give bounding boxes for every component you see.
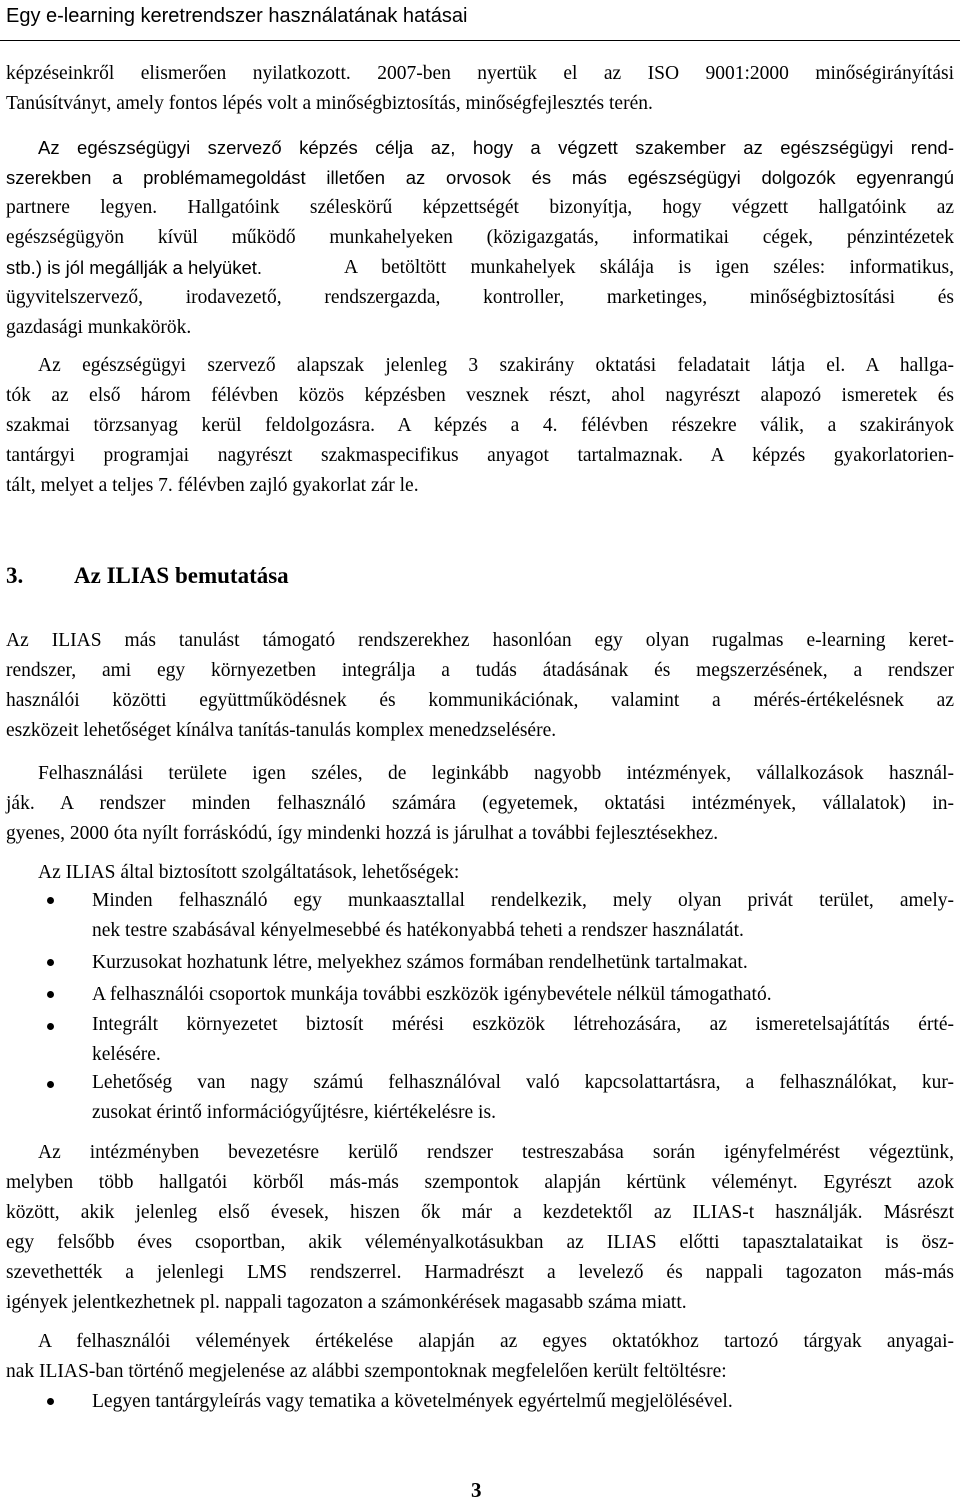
- bullet-icon: [47, 1398, 54, 1405]
- paragraph-line: ügyvitelszervező, irodavezető, rendszergazda, kontroller, marketinges, minőségbiztosítási és: [6, 287, 954, 308]
- paragraph-line: Tanúsítványt, amely fontos lépés volt a minőségbiztosítás, minőségfejlesztés terén.: [6, 93, 653, 114]
- paragraph-line: gyenes, 2000 óta nyílt forráskódú, így mindenki hozzá is járulhat a további fejlesztésekhez.: [6, 823, 719, 844]
- paragraph-line: képzéseinkről elismerően nyilatkozott. 2007-ben nyertük el az ISO 9001:2000 minőségirányítási: [6, 63, 954, 84]
- paragraph-line: között, akik jelenleg első évesek, hiszen ők már a kezdetektől az ILIAS-t használják. Másrészt: [6, 1202, 954, 1223]
- paragraph-line: tantárgyi programjai nagyrészt szakmaspecifikus anyagot tartalmaznak. A képzés gyakorlatorien-: [6, 445, 954, 466]
- paragraph-line: nak ILIAS-ban történő megjelenése az alábbi szempontoknak megfelelően került feltöltésre:: [6, 1361, 727, 1382]
- paragraph-line: ják. A rendszer minden felhasználó számára (egyetemek, oktatási intézmények, vállalatok) in-: [6, 793, 954, 814]
- bullet-icon: [47, 959, 54, 966]
- list-item-line: kelésére.: [92, 1044, 161, 1065]
- paragraph-line: partnere legyen. Hallgatóink széleskörű képzettségét bizonyítja, hogy végzett hallgatóink az: [6, 197, 954, 218]
- paragraph-line: Az egészségügyi szervező alapszak jelenleg 3 szakirány oktatási feladatait látja el. A hallga-: [38, 355, 954, 376]
- paragraph-line: melyben több hallgatói körből más-más szempontok alapján kértünk véleményt. Egyrészt azok: [6, 1172, 954, 1193]
- paragraph-line: Az intézményben bevezetésre kerülő rendszer testreszabása során igényfelmérést végeztünk,: [38, 1142, 954, 1163]
- paragraph-line: használói közötti együttműködésnek és kommunikációnak, valamint a mérés-értékelésnek az: [6, 690, 954, 711]
- bullet-icon: [47, 897, 54, 904]
- list-item: Kurzusokat hozhatunk létre, melyekhez számos formában rendelhetünk tartalmakat.: [92, 952, 748, 973]
- header-title: Egy e-learning keretrendszer használatának hatásai: [6, 5, 468, 27]
- list-item-line: Minden felhasználó egy munkaasztallal rendelkezik, mely olyan privát terület, amely-: [92, 890, 954, 911]
- section-title: Az ILIAS bemutatása: [74, 563, 289, 588]
- paragraph-line: szerekben a problémamegoldást illetően az orvosok és más egészségügyi dolgozók egyenrangú: [6, 167, 954, 188]
- paragraph-line: tók az első három félévben közös képzésben vesznek részt, ahol nagyrészt alapozó ismeretek és: [6, 385, 954, 406]
- list-item: Legyen tantárgyleírás vagy tematika a követelmények egyértelmű megjelölésével.: [92, 1391, 733, 1412]
- bullet-icon: [47, 991, 54, 998]
- list-item-line: zusokat érintő információgyűjtésre, kiértékelésre is.: [92, 1102, 496, 1123]
- paragraph-line: tált, melyet a teljes 7. félévben zajló gyakorlat zár le.: [6, 475, 419, 496]
- page-number: 3: [471, 1478, 482, 1502]
- paragraph-line: egy felsőbb éves csoportban, akik véleményalkotásukban az ILIAS előtti tapasztalataikat is ösz-: [6, 1232, 954, 1253]
- list-item: A felhasználói csoportok munkája további eszközök igénybevétele nélkül támogatható.: [92, 984, 772, 1005]
- paragraph-line: Az egészségügyi szervező képzés célja az, hogy a végzett szakember az egészségügyi rend-: [38, 137, 954, 158]
- paragraph-line: szakmai törzsanyag kerül feldolgozásra. A képzés a 4. félévben részekre válik, a szakirányok: [6, 415, 954, 436]
- page-header: [0, 0, 960, 41]
- paragraph-line: Felhasználási területe igen széles, de leginkább nagyobb intézmények, vállalkozások használ-: [38, 763, 954, 784]
- paragraph-line: A felhasználói vélemények értékelése alapján az egyes oktatókhoz tartozó tárgyak anyagai-: [38, 1331, 954, 1352]
- paragraph-line: egészségügyön kívül működő munkahelyeken (közigazgatás, informatikai cégek, pénzintézetek: [6, 227, 954, 248]
- paragraph-line: A betöltött munkahelyek skálája is igen széles: informatikus,: [344, 257, 954, 278]
- paragraph-line: szevethették a jelenlegi LMS rendszerrel. Harmadrészt a levelező és nappali tagozaton más-más: [6, 1262, 954, 1283]
- list-item-line: Lehetőség van nagy számú felhasználóval való kapcsolattartásra, a felhasználókat, kur-: [92, 1072, 954, 1093]
- bullet-icon: [47, 1023, 54, 1030]
- paragraph-line: gazdasági munkakörök.: [6, 317, 192, 338]
- paragraph-line: igények jelentkezhetnek pl. nappali tagozaton a számonkérések magasabb száma miatt.: [6, 1292, 687, 1313]
- paragraph-line: Az ILIAS által biztosított szolgáltatások, lehetőségek:: [38, 862, 460, 883]
- bullet-icon: [47, 1081, 54, 1088]
- section-number: 3.: [6, 563, 24, 588]
- paragraph-line: eszközeit lehetőséget kínálva tanítás-tanulás komplex menedzselésére.: [6, 720, 557, 741]
- list-item-line: Integrált környezetet biztosít mérési eszközök létrehozására, az ismeretelsajátítás érté-: [92, 1014, 954, 1035]
- paragraph-line: stb.) is jól megállják a helyüket.: [6, 257, 263, 278]
- list-item-line: nek testre szabásával kényelmesebbé és hatékonyabbá teheti a rendszer használatát.: [92, 920, 744, 941]
- paragraph-line: Az ILIAS más tanulást támogató rendszerekhez hasonlóan egy olyan rugalmas e-learning keret-: [6, 630, 954, 651]
- paragraph-line: rendszer, ami egy környezetben integrálja a tudás átadásának és megszerzésének, a rendszer: [6, 660, 954, 681]
